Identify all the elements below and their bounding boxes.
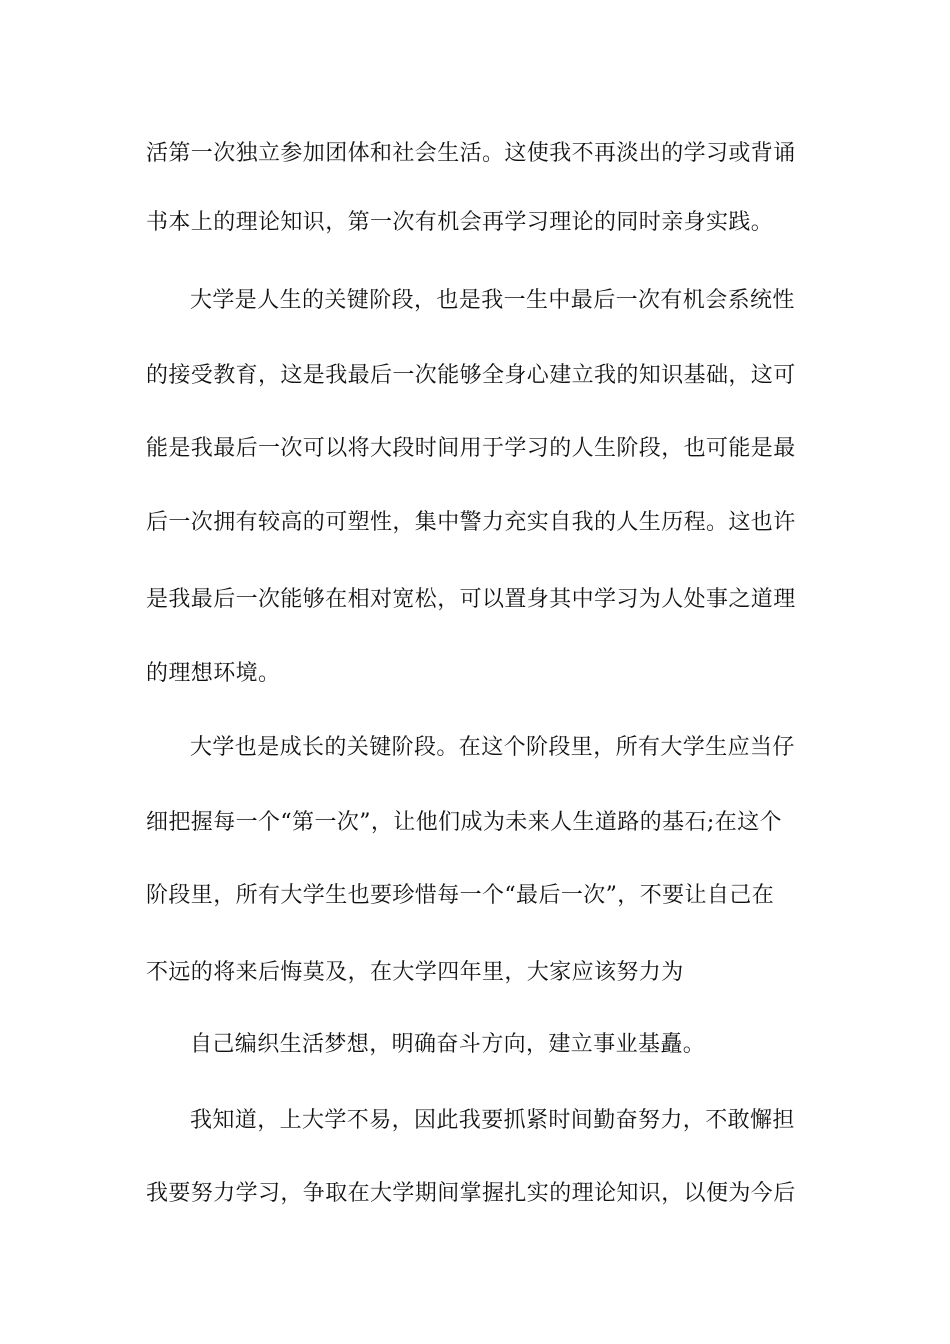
text-line: 书本上的理论知识，第一次有机会再学习理论的同时亲身实践。 (146, 210, 774, 235)
paragraph-start-line: 自己编织生活梦想，明确奋斗方向，建立事业基矗。 (190, 1032, 706, 1057)
text-line: 细把握每一个“第一次”，让他们成为未来人生道路的基石;在这个 (146, 810, 782, 835)
paragraph-start-line: 大学也是成长的关键阶段。在这个阶段里，所有大学生应当仔 (190, 735, 795, 760)
text-line: 能是我最后一次可以将大段时间用于学习的人生阶段，也可能是最 (146, 436, 796, 461)
paragraph-start-line: 我知道，上大学不易，因此我要抓紧时间勤奋努力，不敢懈担 (190, 1108, 795, 1133)
text-line: 的理想环境。 (146, 661, 281, 686)
text-line: 是我最后一次能够在相对宽松，可以置身其中学习为人处事之道理 (146, 587, 796, 612)
text-line: 不远的将来后悔莫及，在大学四年里，大家应该努力为 (146, 960, 684, 985)
text-line: 的接受教育，这是我最后一次能够全身心建立我的知识基础，这可 (146, 363, 796, 388)
text-line: 我要努力学习，争取在大学期间掌握扎实的理论知识，以便为今后 (146, 1181, 796, 1206)
text-line: 活第一次独立参加团体和社会生活。这使我不再淡出的学习或背诵 (146, 141, 796, 166)
text-line: 阶段里，所有大学生也要珍惜每一个“最后一次”，不要让自己在 (146, 883, 775, 908)
paragraph-start-line: 大学是人生的关键阶段，也是我一生中最后一次有机会系统性 (190, 288, 795, 313)
text-line: 后一次拥有较高的可塑性，集中警力充实自我的人生历程。这也许 (146, 510, 796, 535)
